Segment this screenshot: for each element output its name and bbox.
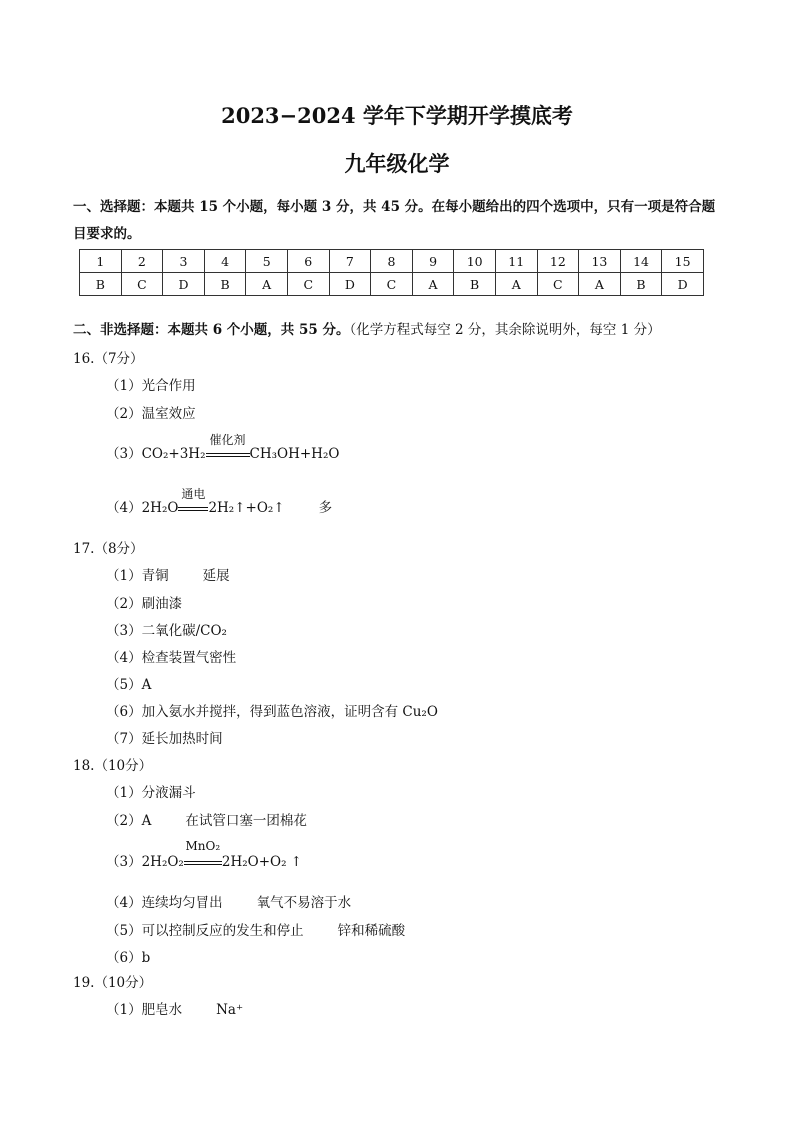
q18-answer-2-text: （2）A xyxy=(106,813,152,829)
answer-table-number-cell: 3 xyxy=(163,250,205,273)
q16-answer-4-arrow xyxy=(178,487,208,516)
q18-answer-2 xyxy=(106,809,307,829)
answer-table xyxy=(79,249,704,296)
answer-table-number-cell: 12 xyxy=(537,250,579,273)
q16-answer-3-left: CO₂+3H₂ xyxy=(141,446,206,462)
answer-table-number-cell: 5 xyxy=(246,250,288,273)
q18-answer-4-extra: 氧气不易溶于水 xyxy=(256,895,352,911)
q18-answer-5 xyxy=(106,919,405,939)
answer-table-number-cell: 7 xyxy=(329,250,371,273)
q18-answer-4 xyxy=(106,891,351,911)
q18-answer-5-extra: 锌和稀硫酸 xyxy=(337,923,406,939)
q18-answer-1: （1）分液漏斗 xyxy=(106,785,196,801)
exam-title: 2023−2024 学年下学期开学摸底考 xyxy=(221,103,573,128)
q19-answer-1-extra: Na⁺ xyxy=(216,1002,244,1018)
q16-answer-2: （2）温室效应 xyxy=(106,406,196,422)
q16-answer-4-condition: 通电 xyxy=(181,487,206,501)
section1-line2-text: 目要求的。 xyxy=(73,226,141,242)
answer-table-number-cell: 6 xyxy=(287,250,329,273)
answer-table-number-cell: 13 xyxy=(579,250,621,273)
answer-table-answer-cell: C xyxy=(287,273,329,296)
answer-table-answer-cell: D xyxy=(163,273,205,296)
q18-answer-5-text: （5）可以控制反应的发生和停止 xyxy=(106,923,304,939)
q17-answer-1-text: （1）青铜 xyxy=(106,568,169,584)
section1-line1-text: 一、选择题：本题共 15 个小题，每小题 3 分，共 45 分。在每小题给出的四个选项中，只有一项是符合题 xyxy=(73,199,716,215)
answer-table-answer-cell: A xyxy=(412,273,454,296)
q17-answer-1-extra: 延展 xyxy=(202,568,230,584)
answer-table-answer-cell: C xyxy=(121,273,163,296)
answer-table-number-cell: 14 xyxy=(620,250,662,273)
q16-answer-4-extra: 多 xyxy=(318,500,333,516)
answer-table-number-cell: 1 xyxy=(80,250,122,273)
q18-answer-6: （6）b xyxy=(106,950,151,966)
section2-note: （化学方程式每空 2 分，其余除说明外，每空 1 分） xyxy=(349,322,661,338)
q16-answer-3-right: CH₃OH+H₂O xyxy=(249,446,340,462)
answer-table-answer-cell: A xyxy=(495,273,537,296)
q18-answer-3-right: 2H₂O+O₂ ↑ xyxy=(221,854,303,870)
answer-table-number-cell: 2 xyxy=(121,250,163,273)
exam-subtitle: 九年级化学 xyxy=(344,151,450,176)
q16-answer-4-right: 2H₂↑+O₂↑ xyxy=(208,500,285,516)
q17-answer-1 xyxy=(106,564,230,584)
answer-table-number-cell: 11 xyxy=(495,250,537,273)
answer-table-number-cell: 8 xyxy=(371,250,413,273)
answer-table-answer-cell: B xyxy=(204,273,246,296)
q16-title: 16.（7分） xyxy=(73,351,144,367)
q17-answer-7: （7）延长加热时间 xyxy=(106,731,223,747)
answer-table-answer-cell: A xyxy=(579,273,621,296)
q16-answer-3-condition: 催化剂 xyxy=(209,433,246,447)
answer-table-answer-cell: B xyxy=(80,273,122,296)
q18-answer-3-left: 2H₂O₂ xyxy=(141,854,184,870)
answer-table-answer-row xyxy=(80,273,704,296)
q18-answer-3-arrow xyxy=(184,839,222,870)
q16-answer-1: （1）光合作用 xyxy=(106,378,196,394)
answer-table-number-cell: 10 xyxy=(454,250,496,273)
q18-title: 18.（10分） xyxy=(73,758,153,774)
answer-table-answer-cell: A xyxy=(246,273,288,296)
q16-answer-3-arrow xyxy=(206,433,250,462)
answer-table-number-cell: 9 xyxy=(412,250,454,273)
q17-answer-3: （3）二氧化碳/CO₂ xyxy=(106,623,227,639)
section2-heading xyxy=(73,318,661,338)
q16-answer-4 xyxy=(106,487,333,516)
q17-answer-6: （6）加入氨水并搅拌，得到蓝色溶液，证明含有 Cu₂O xyxy=(106,704,438,720)
q18-answer-3-label: （3） xyxy=(106,854,142,870)
q16-answer-4-label: （4） xyxy=(106,500,142,516)
answer-table-number-cell: 4 xyxy=(204,250,246,273)
section2-heading-text: 二、非选择题：本题共 6 个小题，共 55 分。 xyxy=(73,322,350,338)
q19-answer-1-text: （1）肥皂水 xyxy=(106,1002,183,1018)
answer-table-answer-cell: C xyxy=(371,273,413,296)
q16-answer-3 xyxy=(106,433,340,462)
answer-table-answer-cell: B xyxy=(620,273,662,296)
q17-title: 17.（8分） xyxy=(73,541,144,557)
q18-answer-2-extra: 在试管口塞一团棉花 xyxy=(185,813,307,829)
q18-answer-3 xyxy=(106,839,303,870)
answer-table-number-row xyxy=(80,250,704,273)
q19-title: 19.（10分） xyxy=(73,975,153,991)
q17-answer-5: （5）A xyxy=(106,677,152,693)
q19-answer-1 xyxy=(106,998,243,1018)
q16-answer-3-label: （3） xyxy=(106,446,142,462)
answer-table-number-cell: 15 xyxy=(662,250,704,273)
answer-table-answer-cell: D xyxy=(662,273,704,296)
answer-table-answer-cell: B xyxy=(454,273,496,296)
section1-line2 xyxy=(73,222,141,242)
answer-table-answer-cell: C xyxy=(537,273,579,296)
section1-line1 xyxy=(73,195,715,215)
q16-answer-4-left: 2H₂O xyxy=(141,500,179,516)
q17-answer-2: （2）刷油漆 xyxy=(106,596,183,612)
q17-answer-4: （4）检查装置气密性 xyxy=(106,650,237,666)
q18-answer-4-text: （4）连续均匀冒出 xyxy=(106,895,223,911)
answer-table-answer-cell: D xyxy=(329,273,371,296)
q18-answer-3-condition: MnO₂ xyxy=(185,839,221,853)
